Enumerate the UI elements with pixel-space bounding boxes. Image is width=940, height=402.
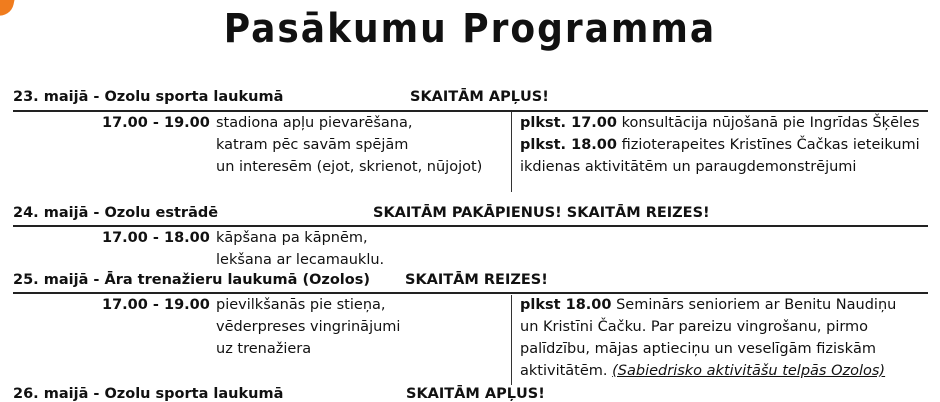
side-note-line	[520, 360, 896, 382]
side-note-line	[520, 294, 896, 316]
section-header-may23	[13, 89, 549, 105]
column-divider	[511, 112, 512, 192]
activity-line: uz trenažiera	[216, 341, 312, 357]
note-location: (Sabiedrisko aktivitāšu telpās Ozolos)	[612, 363, 886, 379]
side-note-line	[520, 338, 896, 360]
activity-line: pievilkšanās pie stieņa,	[216, 297, 386, 313]
side-notes	[520, 112, 920, 178]
activity-line: stadiona apļu pievarēšana,	[216, 115, 413, 131]
note-text: fizioterapeites Kristīnes Čačkas ieteikumi	[616, 137, 920, 153]
note-time: plkst 18.00	[520, 297, 612, 313]
side-note-line	[520, 134, 920, 156]
side-note-line	[520, 316, 896, 338]
section-date-location: 25. maijā - Āra trenažieru laukumā (Ozolos)	[13, 272, 370, 288]
section-header-may25	[13, 272, 548, 288]
note-text: palīdzību, mājas aptieciņu un veselīgām fiziskām	[520, 341, 876, 357]
section-slogan: SKAITĀM APĻUS!	[410, 89, 549, 105]
side-notes	[520, 294, 896, 382]
page-title: Pasākumu Programma	[223, 6, 717, 52]
side-note-line	[520, 156, 920, 178]
section-slogan: SKAITĀM APĻUS!	[406, 386, 545, 402]
activity-line: katram pēc savām spējām	[216, 137, 409, 153]
section-date-location: 26. maijā - Ozolu sporta laukumā	[13, 386, 284, 402]
activity-description	[216, 227, 384, 271]
section-slogan: SKAITĀM REIZES!	[405, 272, 548, 288]
note-time: plkst. 18.00	[520, 137, 617, 153]
note-text: Seminārs senioriem ar Benitu Naudiņu	[611, 297, 897, 313]
note-time: plkst. 17.00	[520, 115, 617, 131]
activity-line: lekšana ar lecamauklu.	[216, 252, 385, 268]
time-range: 17.00 - 19.00	[102, 297, 210, 313]
time-range: 17.00 - 18.00	[102, 230, 210, 246]
time-range: 17.00 - 19.00	[102, 115, 210, 131]
activity-line: un interesēm (ejot, skrienot, nūjojot)	[216, 159, 483, 175]
activity-line: vēderpreses vingrinājumi	[216, 319, 401, 335]
section-date-location: 23. maijā - Ozolu sporta laukumā	[13, 89, 284, 105]
note-text: un Kristīni Čačku. Par pareizu vingrošanu, pirmo	[520, 319, 869, 335]
activity-description	[216, 294, 400, 360]
side-note-line	[520, 112, 920, 134]
activity-line: kāpšana pa kāpnēm,	[216, 230, 368, 246]
column-divider	[511, 295, 512, 385]
section-date-location: 24. maijā - Ozolu estrādē	[13, 205, 219, 221]
note-text: ikdienas aktivitātēm un paraugdemonstrējumi	[520, 159, 857, 175]
divider-line	[13, 225, 928, 227]
note-text: aktivitātēm.	[520, 363, 613, 379]
activity-description	[216, 112, 482, 178]
section-slogan: SKAITĀM PAKĀPIENUS! SKAITĀM REIZES!	[373, 205, 710, 221]
section-header-may24	[13, 205, 710, 221]
note-text: konsultācija nūjošanā pie Ingrīdas Šķēles	[616, 115, 920, 131]
